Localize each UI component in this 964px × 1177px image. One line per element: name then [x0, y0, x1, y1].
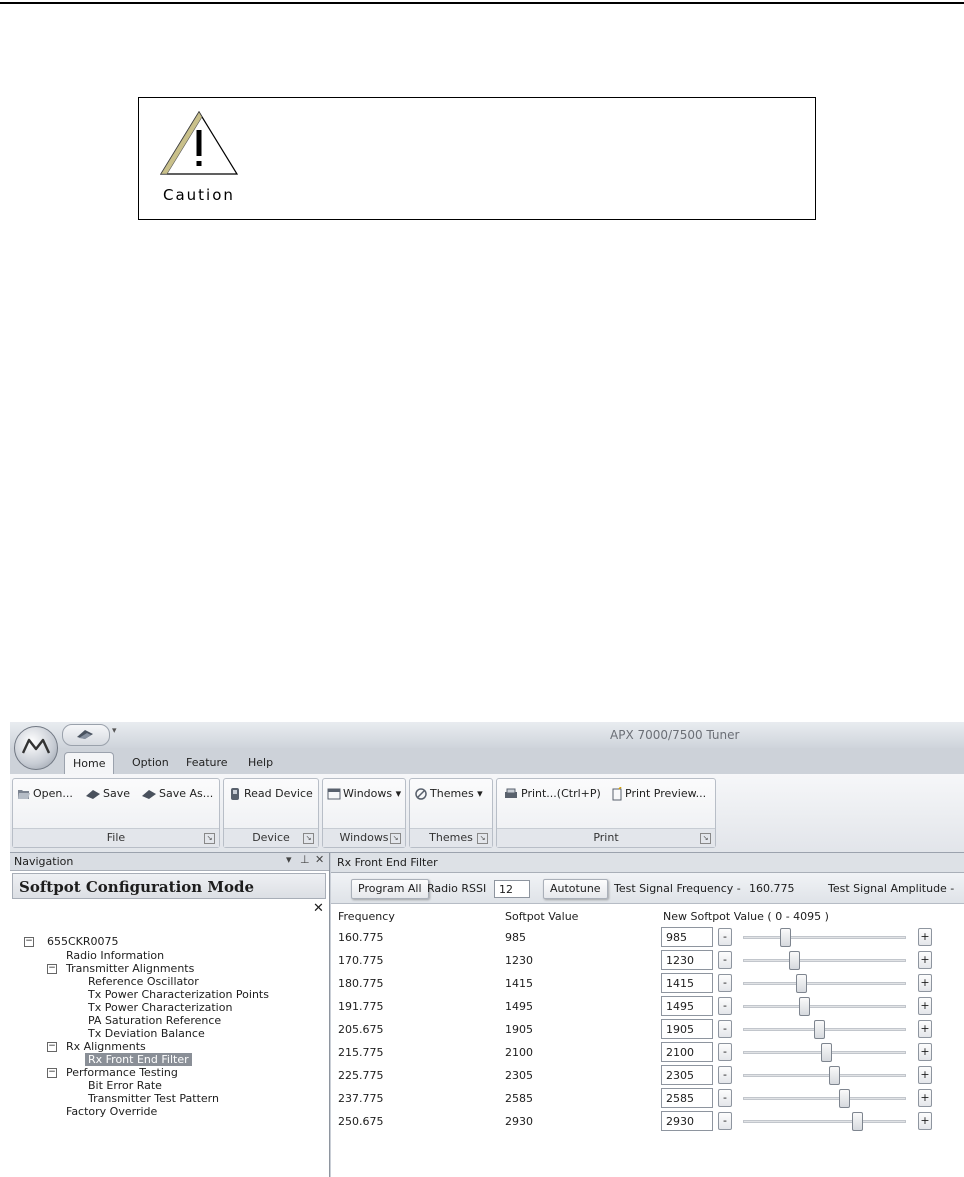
- close-mode-icon[interactable]: ✕: [313, 901, 324, 916]
- motorola-logo-icon: [21, 737, 51, 757]
- save-icon: [63, 725, 107, 743]
- save-as-button[interactable]: Save As...: [141, 785, 213, 803]
- panel-toolbar: [331, 873, 964, 904]
- softpot-slider-thumb[interactable]: [829, 1066, 840, 1085]
- tree-item-device[interactable]: 655CKR0075: [47, 935, 119, 948]
- decrement-button[interactable]: -: [718, 1112, 732, 1130]
- print-preview-button[interactable]: Print Preview...: [611, 785, 706, 803]
- new-softpot-input[interactable]: 1230: [661, 950, 713, 970]
- group-themes: [409, 778, 493, 848]
- increment-button[interactable]: +: [918, 1043, 932, 1061]
- ribbon: [10, 774, 964, 853]
- collapse-transmitter-icon[interactable]: −: [48, 963, 56, 973]
- decrement-button[interactable]: -: [718, 1066, 732, 1084]
- increment-button[interactable]: +: [918, 1089, 932, 1107]
- tree-item-transmitter-test-pattern[interactable]: Transmitter Test Pattern: [88, 1092, 219, 1105]
- close-pane-icon[interactable]: ✕: [315, 853, 325, 866]
- softpot-slider-thumb[interactable]: [821, 1043, 832, 1062]
- tree-item-tx-power-points[interactable]: Tx Power Characterization Points: [88, 988, 269, 1001]
- pane-dropdown-icon[interactable]: ▾: [286, 853, 292, 866]
- new-softpot-input[interactable]: 2585: [661, 1088, 713, 1108]
- windows-button[interactable]: Windows ▾: [327, 785, 401, 803]
- tree-item-bit-error-rate[interactable]: Bit Error Rate: [88, 1079, 162, 1092]
- softpot-value-cell: 2585: [505, 1092, 533, 1105]
- tree-item-radio-information[interactable]: Radio Information: [66, 949, 165, 962]
- softpot-value-cell: 2305: [505, 1069, 533, 1082]
- tab-feature[interactable]: Feature: [186, 756, 228, 769]
- caution-label: Caution: [163, 186, 235, 204]
- softpot-slider-track[interactable]: [743, 959, 906, 962]
- softpot-slider-track[interactable]: [743, 1120, 906, 1123]
- mode-title: Softpot Configuration Mode: [12, 873, 326, 899]
- frequency-cell: 205.675: [338, 1023, 384, 1036]
- rssi-value: 12: [494, 880, 530, 898]
- folder-open-icon: [17, 787, 31, 801]
- frequency-cell: 160.775: [338, 931, 384, 944]
- softpot-slider-track[interactable]: [743, 936, 906, 939]
- softpot-value-cell: 2930: [505, 1115, 533, 1128]
- navigation-header: Navigation: [10, 853, 329, 871]
- qat-dropdown-icon[interactable]: ▾: [112, 726, 117, 736]
- group-device: [223, 778, 319, 848]
- group-file: [12, 778, 220, 848]
- application-menu-button[interactable]: [14, 726, 58, 770]
- softpot-slider-track[interactable]: [743, 1074, 906, 1077]
- tree-item-rx-front-end-filter[interactable]: Rx Front End Filter: [85, 1053, 192, 1066]
- softpot-slider-track[interactable]: [743, 1005, 906, 1008]
- test-frequency-label: Test Signal Frequency -: [614, 882, 741, 895]
- frequency-cell: 237.775: [338, 1092, 384, 1105]
- program-all-button[interactable]: Program All: [351, 879, 429, 899]
- softpot-value-cell: 1230: [505, 954, 533, 967]
- decrement-button[interactable]: -: [718, 997, 732, 1015]
- printer-icon: [503, 787, 519, 801]
- new-softpot-input[interactable]: 985: [661, 927, 713, 947]
- themes-icon: [414, 787, 428, 801]
- increment-button[interactable]: +: [918, 1112, 932, 1130]
- softpot-value-cell: 2100: [505, 1046, 533, 1059]
- new-softpot-input[interactable]: 2100: [661, 1042, 713, 1062]
- softpot-value-cell: 985: [505, 931, 526, 944]
- caution-box: [138, 97, 816, 220]
- decrement-button[interactable]: -: [718, 1020, 732, 1038]
- tree-item-performance-testing[interactable]: Performance Testing: [66, 1066, 178, 1079]
- softpot-value-cell: 1905: [505, 1023, 533, 1036]
- frequency-cell: 250.675: [338, 1115, 384, 1128]
- frequency-cell: 170.775: [338, 954, 384, 967]
- frequency-cell: 215.775: [338, 1046, 384, 1059]
- autotune-button[interactable]: Autotune: [543, 879, 608, 899]
- file-dialog-launcher-icon[interactable]: ↘: [204, 833, 215, 844]
- decrement-button[interactable]: -: [718, 974, 732, 992]
- app-title: APX 7000/7500 Tuner: [610, 728, 740, 742]
- tab-help[interactable]: Help: [248, 756, 274, 769]
- increment-button[interactable]: +: [918, 974, 932, 992]
- softpot-panel: [331, 853, 964, 1177]
- themes-dialog-launcher-icon[interactable]: ↘: [477, 833, 488, 844]
- tree-item-pa-saturation[interactable]: PA Saturation Reference: [88, 1014, 222, 1027]
- warning-triangle-icon: [159, 108, 239, 178]
- tree-item-tx-deviation-balance[interactable]: Tx Deviation Balance: [88, 1027, 205, 1040]
- softpot-slider-thumb[interactable]: [814, 1020, 825, 1039]
- themes-button[interactable]: Themes ▾: [414, 785, 483, 803]
- increment-button[interactable]: +: [918, 997, 932, 1015]
- tree-item-factory-override[interactable]: Factory Override: [66, 1105, 158, 1118]
- group-file-label: File: [13, 828, 219, 847]
- tree-item-rx-alignments[interactable]: Rx Alignments: [66, 1040, 146, 1053]
- frequency-cell: 225.775: [338, 1069, 384, 1082]
- save-as-icon: [141, 787, 157, 801]
- group-print-label: Print: [497, 828, 715, 847]
- read-device-button[interactable]: Read Device: [228, 785, 313, 803]
- increment-button[interactable]: +: [918, 1066, 932, 1084]
- windows-icon: [327, 787, 341, 801]
- decrement-button[interactable]: -: [718, 1043, 732, 1061]
- rssi-label: Radio RSSI: [427, 882, 487, 895]
- save-button[interactable]: Save: [85, 785, 130, 803]
- frequency-cell: 191.775: [338, 1000, 384, 1013]
- panel-title: Rx Front End Filter: [331, 853, 964, 873]
- softpot-slider-track[interactable]: [743, 1097, 906, 1100]
- increment-button[interactable]: +: [918, 951, 932, 969]
- open-button[interactable]: Open...: [17, 785, 73, 803]
- softpot-slider-thumb[interactable]: [780, 928, 791, 947]
- print-dialog-launcher-icon[interactable]: ↘: [700, 833, 711, 844]
- softpot-value-cell: 1415: [505, 977, 533, 990]
- group-windows: [322, 778, 406, 848]
- device-dialog-launcher-icon[interactable]: ↘: [303, 833, 314, 844]
- collapse-root-icon[interactable]: −: [25, 936, 33, 946]
- tree-item-transmitter-alignments[interactable]: Transmitter Alignments: [66, 962, 195, 975]
- decrement-button[interactable]: -: [718, 1089, 732, 1107]
- softpot-slider-track[interactable]: [743, 982, 906, 985]
- collapse-performance-icon[interactable]: −: [48, 1067, 56, 1077]
- ribbon-tabs: [10, 748, 964, 774]
- increment-button[interactable]: +: [918, 1020, 932, 1038]
- top-rule: [0, 2, 964, 4]
- tree-item-reference-oscillator[interactable]: Reference Oscillator: [88, 975, 199, 988]
- new-softpot-input[interactable]: 1415: [661, 973, 713, 993]
- tuner-window: [10, 722, 964, 1177]
- tab-option[interactable]: Option: [132, 756, 169, 769]
- softpot-slider-thumb[interactable]: [796, 974, 807, 993]
- group-device-label: Device: [224, 828, 318, 847]
- save-icon: [85, 787, 101, 801]
- column-frequency: Frequency: [338, 910, 395, 923]
- decrement-button[interactable]: -: [718, 951, 732, 969]
- group-windows-label: Windows: [323, 828, 405, 847]
- new-softpot-input[interactable]: 1905: [661, 1019, 713, 1039]
- new-softpot-input[interactable]: 2930: [661, 1111, 713, 1131]
- softpot-slider-thumb[interactable]: [799, 997, 810, 1016]
- increment-button[interactable]: +: [918, 928, 932, 946]
- tab-home[interactable]: Home: [64, 752, 114, 775]
- print-button[interactable]: Print...(Ctrl+P): [503, 785, 601, 803]
- frequency-cell: 180.775: [338, 977, 384, 990]
- pin-icon[interactable]: ⊥: [300, 853, 310, 866]
- column-softpot-value: Softpot Value: [505, 910, 579, 923]
- print-preview-icon: [611, 787, 623, 801]
- new-softpot-input[interactable]: 1495: [661, 996, 713, 1016]
- read-device-icon: [228, 787, 242, 801]
- quick-access-toolbar[interactable]: [62, 724, 110, 746]
- title-bar: [10, 722, 964, 748]
- decrement-button[interactable]: -: [718, 928, 732, 946]
- group-print: [496, 778, 716, 848]
- tree-item-tx-power-characterization[interactable]: Tx Power Characterization: [88, 1001, 233, 1014]
- softpot-value-cell: 1495: [505, 1000, 533, 1013]
- windows-dialog-launcher-icon[interactable]: ↘: [390, 833, 401, 844]
- group-themes-label: Themes: [410, 828, 492, 847]
- softpot-slider-thumb[interactable]: [852, 1112, 863, 1131]
- test-frequency-value: 160.775: [749, 882, 795, 895]
- softpot-slider-thumb[interactable]: [789, 951, 800, 970]
- navigation-pane: [10, 853, 330, 1177]
- new-softpot-input[interactable]: 2305: [661, 1065, 713, 1085]
- softpot-slider-thumb[interactable]: [839, 1089, 850, 1108]
- column-new-softpot-value: New Softpot Value ( 0 - 4095 ): [663, 910, 829, 923]
- test-amplitude-label: Test Signal Amplitude -: [828, 882, 955, 895]
- collapse-rx-icon[interactable]: −: [48, 1041, 56, 1051]
